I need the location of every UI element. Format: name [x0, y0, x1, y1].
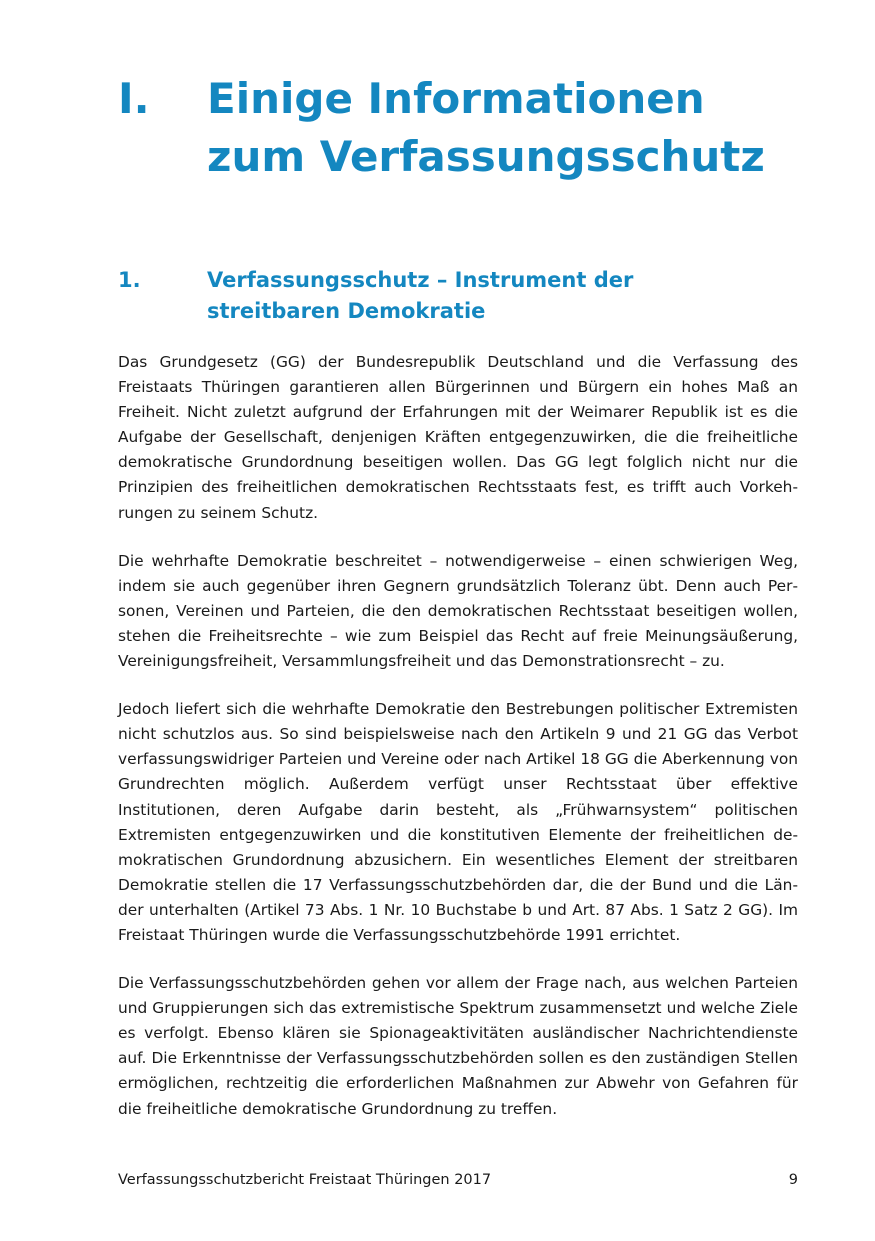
body-text [118, 350, 798, 1145]
paragraph: Die Verfassungsschutzbehörden gehen vor allem der Frage nach, aus welchen Parteien und Gruppierungen sich das extremistische Spektrum zusammensetzt und welche Ziele es verfolgt. Ebenso klären sie Spionageaktivitäten ausländischer Nachrichtendienste auf. Die Erkenntnisse der Verfassungsschutzbehörden sollen es den zuständigen Stellen ermöglichen, rechtzeitig die erforderlichen Maßnahmen zur Abwehr von Gefahren für die freiheitliche demokratische Grundordnung zu treffen. [118, 974, 798, 1118]
paragraph: Das Grundgesetz (GG) der Bundesrepublik Deutschland und die Verfassung des Freistaats Thüringen garantieren allen Bürgerinnen und Bürgern ein hohes Maß an Freiheit. Nicht zuletzt aufgrund der Erfahrungen mit der Weimarer Republik ist es die Aufgabe der Gesellschaft, denjenigen Kräften entgegenzuwirken, die die freiheitliche demokratische Grundordnung beseitigen wollen. Das GG legt folglich nicht nur die Prinzipien des freiheitlichen demokratischen Rechtsstaats fest, es trifft auch Vorkehrungen zu seinem Schutz. [118, 353, 798, 522]
chapter-number: I. [118, 74, 150, 123]
chapter-title: Einige Informationen zum Verfassungsschutz [207, 74, 765, 181]
page-number: 9 [788, 1172, 798, 1188]
footer-publication-title: Verfassungsschutzbericht Freistaat Thüringen 2017 [118, 1172, 492, 1188]
paragraph: Jedoch liefert sich die wehrhafte Demokratie den Bestrebungen politischer Extremisten nicht schutzlos aus. So sind beispielsweise nach den Artikeln 9 und 21 GG das Verbot verfassungswidriger Parteien und Vereine oder nach Artikel 18 GG die Aberkennung von Grundrechten möglich. Außerdem verfügt unser Rechtsstaat über effektive Institutionen, deren Aufgabe darin besteht, als „Frühwarnsystem“ politischen Extremisten entgegenzuwirken und die konstitutiven Elemente der freiheitlichen demokratischen Grundordnung abzusichern. Ein wesentliches Element der streitbaren Demokratie stellen die 17 Verfassungsschutzbehörden dar, die der Bund und die Länder unterhalten (Artikel 73 Abs. 1 Nr. 10 Buchstabe b und Art. 87 Abs. 1 Satz 2 GG). Im Freistaat Thüringen wurde die Verfassungsschutzbehörde 1991 errichtet. [118, 700, 798, 944]
paragraph: Die wehrhafte Demokratie beschreitet – notwendigerweise – einen schwierigen Weg, indem sie auch gegenüber ihren Gegnern grundsätzlich Toleranz übt. Denn auch Personen, Vereinen und Parteien, die den demokratischen Rechtsstaat beseitigen wollen, stehen die Freiheitsrechte – wie zum Beispiel das Recht auf freie Meinungsäußerung, Vereinigungsfreiheit, Versammlungsfreiheit und das Demonstrationsrecht – zu. [118, 551, 798, 671]
section-title: Verfassungsschutz – Instrument der streitbaren Demokratie [207, 268, 634, 323]
section-number: 1. [118, 268, 141, 292]
